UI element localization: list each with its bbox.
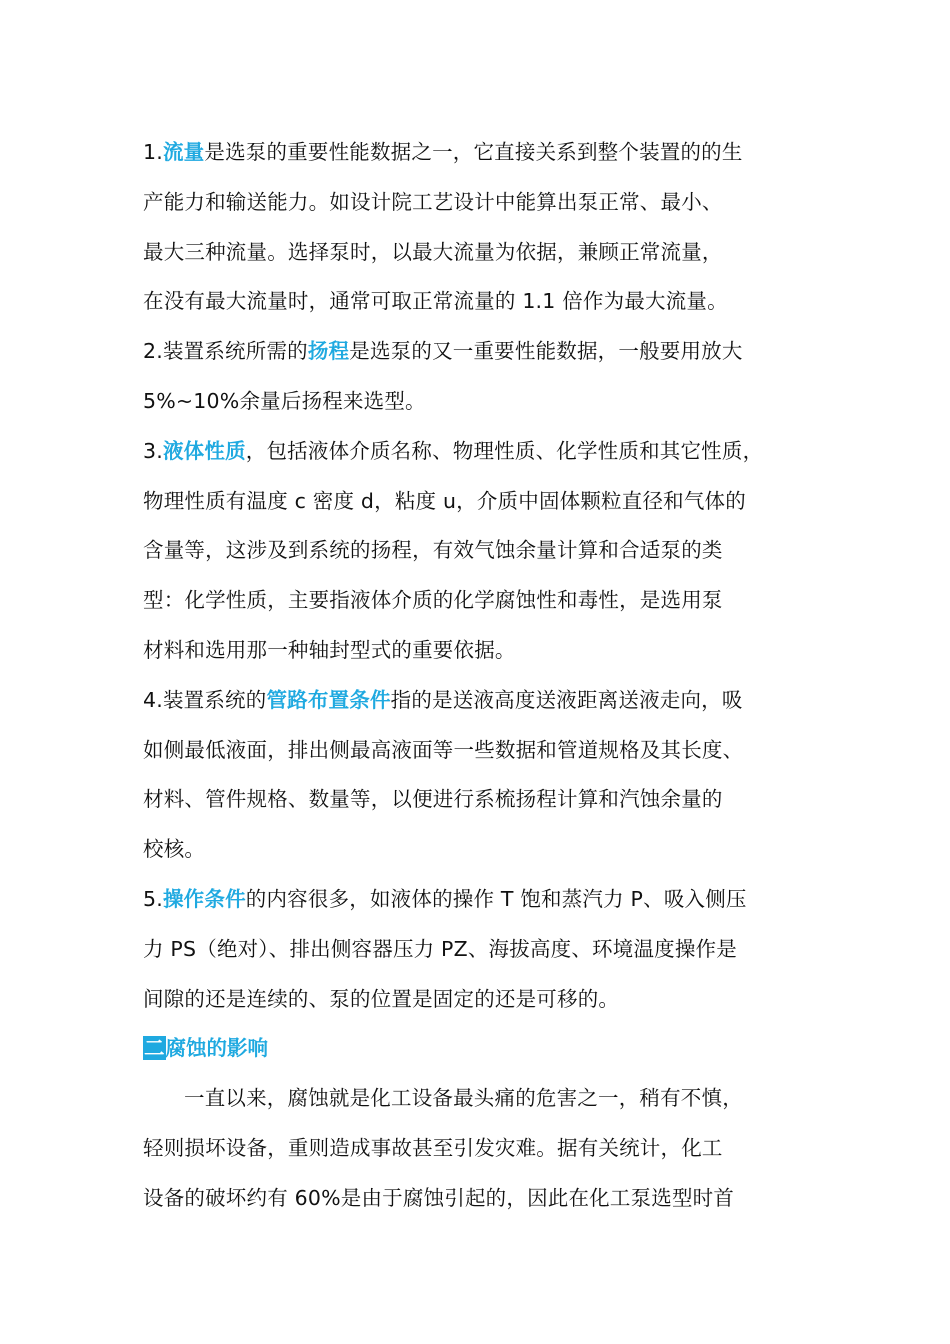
text-line <box>143 875 823 925</box>
text-line: 力 PS（绝对）、排出侧容器压力 PZ、海拔高度、环境温度操作是 <box>143 936 737 961</box>
text-line <box>143 427 823 477</box>
keyword-operating-conditions: 操作条件 <box>162 886 246 911</box>
paragraph-operating-conditions <box>143 875 823 1024</box>
text-segment: ，包括液体介质名称、物理性质、化学性质和其它性质， <box>245 438 764 463</box>
text-line: 如侧最低液面，排出侧最高液面等一些数据和管道规格及其长度、 <box>143 737 744 762</box>
item-prefix: 4.装置系统的 <box>143 687 267 712</box>
paragraph-head <box>143 327 823 427</box>
text-line: 最大三种流量。选择泵时，以最大流量为依据，兼顾正常流量， <box>143 239 723 264</box>
text-line: 设备的破坏约有 60%是由于腐蚀引起的，因此在化工泵选型时首 <box>143 1185 735 1210</box>
keyword-liquid-properties: 液体性质 <box>162 438 246 463</box>
item-prefix: 2.装置系统所需的 <box>143 339 308 364</box>
text-line: 在没有最大流量时，通常可取正常流量的 1.1 倍作为最大流量。 <box>143 289 728 314</box>
text-line: 物理性质有温度 c 密度 d，粘度 u，介质中固体颗粒直径和气体的 <box>143 488 746 513</box>
text-segment: 一直以来，腐蚀就是化工设备最头痛的危害之一，稍有不慎， <box>184 1086 743 1111</box>
text-segment: 的内容很多，如液体的操作 T 饱和蒸汽力 P、吸入侧压 <box>245 886 747 911</box>
document-body <box>143 128 823 1224</box>
item-number: 5. <box>143 886 163 911</box>
text-line: 材料、管件规格、数量等，以便进行系梳扬程计算和汽蚀余量的 <box>143 787 723 812</box>
text-line <box>143 128 823 178</box>
section-heading-corrosion <box>143 1024 823 1074</box>
text-line: 型：化学性质，主要指液体介质的化学腐蚀性和毒性，是选用泵 <box>143 588 723 613</box>
text-line: 5%~10%余量后扬程来选型。 <box>143 388 426 413</box>
text-segment: 是选泵的又一重要性能数据，一般要用放大 <box>349 339 743 364</box>
text-line <box>143 327 823 377</box>
item-number: 1. <box>143 140 163 164</box>
text-segment: 指的是送液高度送液距离送液走向，吸 <box>390 687 743 712</box>
paragraph-flow-rate <box>143 128 823 327</box>
text-line: 轻则损坏设备，重则造成事故甚至引发灾难。据有关统计，化工 <box>143 1135 723 1160</box>
text-line: 含量等，这涉及到系统的扬程，有效气蚀余量计算和合适泵的类 <box>143 538 723 563</box>
paragraph-liquid-properties <box>143 427 823 676</box>
keyword-piping-layout: 管路布置条件 <box>266 687 391 712</box>
text-line <box>143 676 823 726</box>
paragraph-corrosion-intro <box>143 1074 823 1223</box>
item-number: 3. <box>143 438 163 463</box>
keyword-head: 扬程 <box>307 339 350 364</box>
text-line: 产能力和输送能力。如设计院工艺设计中能算出泵正常、最小、 <box>143 189 723 214</box>
section-number: 二 <box>144 1036 165 1061</box>
keyword-flow-rate: 流量 <box>162 140 205 164</box>
paragraph-piping-layout <box>143 676 823 875</box>
text-line <box>143 1074 823 1124</box>
text-line: 校核。 <box>143 837 206 862</box>
text-segment: 是选泵的重要性能数据之一，它直接关系到整个装置的的生 <box>204 140 743 164</box>
text-line: 材料和选用那一种轴封型式的重要依据。 <box>143 637 516 662</box>
section-title: 腐蚀的影响 <box>165 1036 268 1061</box>
text-line: 间隙的还是连续的、泵的位置是固定的还是可移的。 <box>143 986 620 1011</box>
